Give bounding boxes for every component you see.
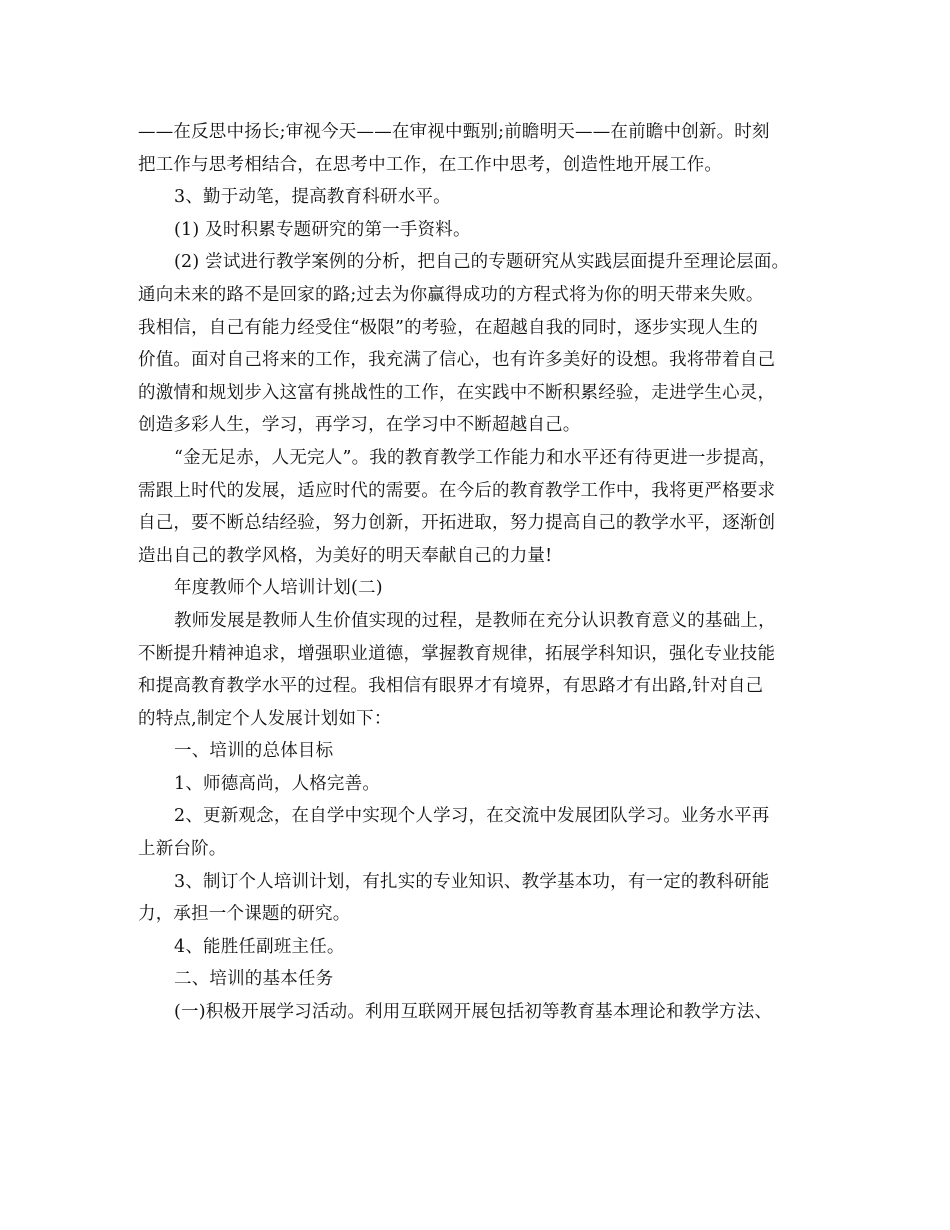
text-line: 3、制订个人培训计划，有扎实的专业知识、教学基本功，有一定的教科研能 xyxy=(174,871,770,892)
text-line: 年度教师个人培训计划(二) xyxy=(174,578,383,599)
text-line: 通向未来的路不是回家的路;过去为你赢得成功的方程式将为你的明天带来失败。 xyxy=(138,284,764,305)
text-line: 2、更新观念，在自学中实现个人学习，在交流中发展团队学习。业务水平再 xyxy=(174,806,770,827)
text-line: 不断提升精神追求，增强职业道德，掌握教育规律，拓展学科知识，强化专业技能 xyxy=(138,643,776,664)
document-body xyxy=(138,116,828,1029)
text-line: 和提高教育教学水平的过程。我相信有眼界才有境界，有思路才有出路,针对自己 xyxy=(138,676,764,697)
text-line: 教师发展是教师人生价值实现的过程，是教师在充分认识教育意义的基础上， xyxy=(174,610,776,631)
text-line: 上新台阶。 xyxy=(138,839,227,860)
text-line: (一)积极开展学习活动。利用互联网开展包括初等教育基本理论和教学方法、 xyxy=(174,1002,773,1023)
text-line: 3、勤于动笔，提高教育科研水平。 xyxy=(174,187,451,208)
text-line: 力，承担一个课题的研究。 xyxy=(138,904,351,925)
text-line: “金无足赤，人无完人”。我的教育教学工作能力和水平还有待更进一步提高， xyxy=(174,447,777,468)
text-line: ——在反思中扬长;审视今天——在审视中甄别;前瞻明天——在前瞻中创新。时刻 xyxy=(138,122,770,142)
text-line: 自己，要不断总结经验，努力创新，开拓进取，努力提高自己的教学水平，逐渐创 xyxy=(138,513,776,534)
text-line: 把工作与思考相结合，在思考中工作，在工作中思考，创造性地开展工作。 xyxy=(138,154,723,175)
text-line: 价值。面对自己将来的工作，我充满了信心，也有许多美好的设想。我将带着自己 xyxy=(138,350,776,371)
text-line: 的特点,制定个人发展计划如下： xyxy=(138,708,392,729)
text-line: 4、能胜任副班主任。 xyxy=(174,936,345,957)
text-line: (1) 及时积累专题研究的第一手资料。 xyxy=(174,219,471,240)
text-line: 1、师德高尚，人格完善。 xyxy=(174,773,381,794)
text-line: 创造多彩人生，学习，再学习，在学习中不断超越自己。 xyxy=(138,415,581,436)
text-line: (2) 尝试进行教学案例的分析，把自己的专题研究从实践层面提升至理论层面。 xyxy=(174,252,790,273)
text-line: 我相信，自己有能力经受住“极限”的考验，在超越自我的同时，逐步实现人生的 xyxy=(138,317,759,338)
text-line: 需跟上时代的发展，适应时代的需要。在今后的教育教学工作中，我将更严格要求 xyxy=(138,480,776,501)
text-line: 二、培训的基本任务 xyxy=(174,969,334,990)
text-line: 的激情和规划步入这富有挑战性的工作，在实践中不断积累经验，走进学生心灵， xyxy=(138,382,776,403)
text-line: 造出自己的教学风格，为美好的明天奉献自己的力量! xyxy=(138,545,553,566)
text-line: 一、培训的总体目标 xyxy=(174,741,334,762)
